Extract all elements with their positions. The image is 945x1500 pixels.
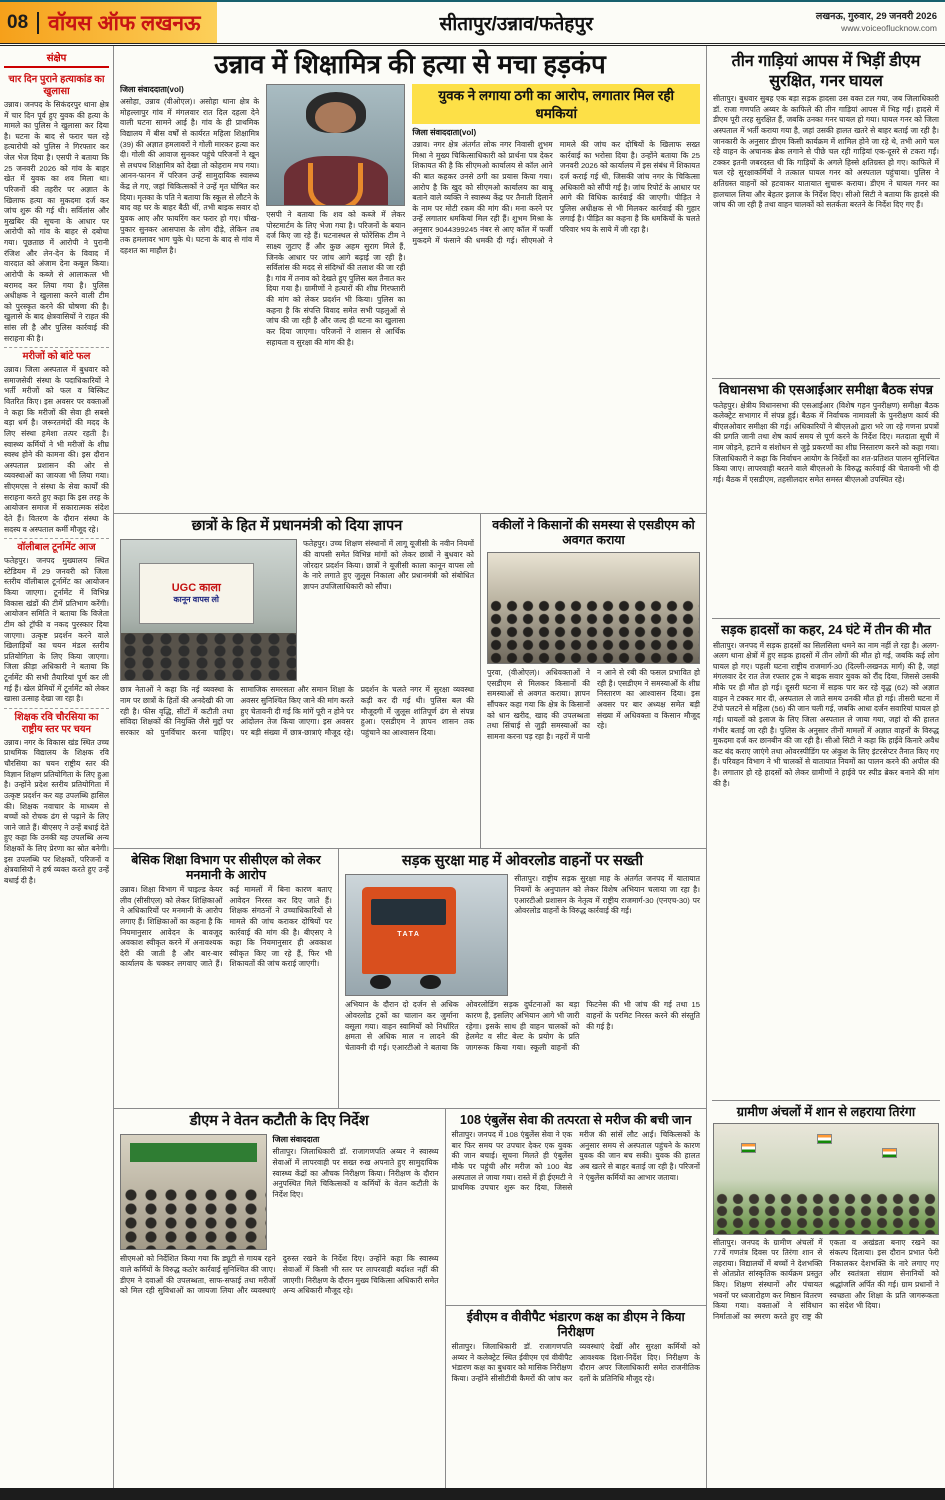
brief-body: उन्नाव। नगर के विकास खंड स्थित उच्च प्राथमिक विद्यालय के शिक्षक रवि चौरसिया का चयन राष्ट्रीय स्तर की विज्ञान शिक्षण प्रतियोगिता के लिए हुआ है। उन्होंने प्रदेश स्तरीय प्रतियोगिता में उत्कृष्ट प्रदर्शन कर यह उपलब्धि हासिल की। शिक्षक नवाचार के माध्यम से बच्चों को रोचक ढंग से पढ़ाने के लिए जाने जाते हैं। बीएसए ने उन्हें बधाई देते हुए कहा कि उनकी यह उपलब्धि अन्य शिक्षकों के लिए प्रेरणा का स्रोत बनेगी। इस उपलब्धि पर शिक्षकों, परिजनों व क्षेत्रवासियों ने हर्ष व्यक्त करते हुए उन्हें बधाई दी है।	[4, 737, 109, 885]
brief-headline: वॉलीबाल टूर्नामेंट आज	[17, 542, 96, 554]
murder-article-columns	[120, 84, 700, 505]
masthead-brand	[0, 2, 217, 43]
dm-salary-body-1: सीतापुर। जिलाधिकारी डॉ. राजागणपति अय्यर ने स्वास्थ्य सेवाओं में लापरवाही पर सख्त रुख अपनाते हुए सामुदायिक स्वास्थ्य केंद्रों का औचक निरीक्षण किया। निरीक्षण के दौरान अनुपस्थित मिले चिकित्सकों व कर्मियों के वेतन कटौती के निर्देश दिए।	[272, 1147, 439, 1199]
dm-salary-headline: डीएम ने वेतन कटौती के दिए निर्देश	[189, 1113, 369, 1129]
banner-text-line-1: UGC काला	[171, 582, 221, 595]
murder-col-2	[266, 84, 405, 505]
article-tricolor-villages	[712, 1101, 940, 1485]
protest-banner	[139, 563, 255, 625]
sir-meeting-headline: विधानसभा की एसआईआर समीक्षा बैठक संपन्न	[719, 382, 933, 397]
truck-wheel-shape	[370, 975, 391, 989]
brief-article-murder-solved	[4, 71, 109, 348]
brief-headline: चार दिन पुराने हत्याकांड का खुलासा	[8, 74, 105, 97]
rally-crowd-silhouette	[714, 1192, 938, 1234]
byline: जिला संवाददाता(vol)	[120, 85, 184, 95]
briefs-column	[0, 46, 114, 1488]
right-column	[707, 46, 945, 1488]
brief-body: फतेहपुर। जनपद मुख्यालय स्थित स्टेडियम में 29 जनवरी को जिला स्तरीय वॉलीबाल टूर्नामेंट का आयोजन किया जाएगा। टूर्नामेंट में विभिन्न विकास खंडों की टीमें प्रतिभाग करेंगी। आयोजन समिति ने बताया कि विजेता टीम को ट्रॉफी व नकद पुरस्कार दिया जाएगा। उत्कृष्ट प्रदर्शन करने वाले खिलाड़ियों का चयन मंडल स्तरीय प्रतियोगिता के लिए किया जाएगा। जिला क्रीड़ा अधिकारी ने बताया कि टूर्नामेंट की सभी तैयारियां पूर्ण कर ली गई हैं। खेल प्रेमियों में टूर्नामेंट को लेकर खासा उत्साह देखा जा रहा है।	[4, 556, 109, 704]
truck-cab-shape	[362, 887, 456, 973]
green-banner-shape	[130, 1143, 257, 1161]
portrait-garland-shape	[308, 163, 363, 206]
people-silhouette	[121, 1187, 266, 1250]
portrait-face-shape	[315, 102, 356, 133]
page-content	[0, 46, 945, 1488]
audience-heads-shape	[488, 599, 699, 663]
byline: जिला संवाददाता	[272, 1135, 320, 1145]
ccl-body: उन्नाव। शिक्षा विभाग में चाइल्ड केयर लीव (सीसीएल) को लेकर शिक्षिकाओं ने अधिकारियों पर मनमानी के आरोप लगाए हैं। शिक्षिकाओं का कहना है कि नियमानुसार आवेदन के बावजूद अवकाश स्वीकृत करने में अनावश्यक देरी की जाती है और बार-बार कार्यालय के चक्कर लगवाए जाते हैं। कई मामलों में बिना कारण बताए आवेदन निरस्त कर दिए जाते हैं। शिक्षक संगठनों ने उच्चाधिकारियों से मामले की जांच कराकर दोषियों पर कार्रवाई की मांग की है। बीएसए ने कहा कि नियमानुसार ही अवकाश स्वीकृत किए जा रहे हैं, फिर भी शिकायतों की जांच कराई जाएगी।	[120, 885, 332, 969]
article-road-safety-month	[339, 849, 706, 1108]
meeting-hall-photo	[487, 552, 700, 664]
murder-body-3: उन्नाव। नगर क्षेत्र अंतर्गत लोक नगर निवासी शुभम मिश्रा ने मुख्य चिकित्साधिकारी को प्रार्थना पत्र देकर शिकायत की है कि सीएमओ कार्यालय से कॉल आने की बात कहकर उनसे ठगी का प्रयास किया गया। आरोप है कि खुद को सीएमओ कार्यालय का बाबू बताने वाले व्यक्ति ने स्वास्थ्य केंद्र पर तैनाती दिलाने के नाम पर मोटी रकम की मांग की। मना करने पर उन्हें लगातार धमकियां मिल रही हैं। शुभम मिश्रा के अनुसार 9044399245 नंबर से आए कॉल में फर्जी मुकदमे में फंसाने की धमकी दी गई। सीएमओ ने मामले की जांच कर दोषियों के खिलाफ सख्त कार्रवाई का भरोसा दिया है। उन्होंने बताया कि 25 जनवरी 2026 को कार्यालय में इस संबंध में शिकायत दर्ज कराई गई थी, जिसकी जांच नगर के चिकित्सा अधिकारी को सौंपी गई है। जांच रिपोर्ट के आधार पर आगे की विधिक कार्रवाई की जाएगी। पीड़ित ने पुलिस अधीक्षक से भी मिलकर कार्रवाई की गुहार लगाई है। पीड़ित का कहना है कि धमकियों के चलते परिवार भय के साये में जी रहा है।	[412, 140, 700, 245]
masthead	[0, 2, 945, 46]
dm-salary-text-block	[273, 1134, 439, 1250]
page-number: 08	[7, 12, 39, 34]
road-safety-headline: सड़क सुरक्षा माह में ओवरलोड वाहनों पर सख्ती	[401, 853, 644, 869]
overloaded-truck-photo	[345, 874, 508, 996]
brief-headline: मरीजों को बांटे फल	[22, 351, 91, 363]
memorandum-photo-row	[120, 539, 474, 681]
ambulance-body: सीतापुर। जनपद में 108 एंबुलेंस सेवा ने एक बार फिर समय पर उपचार देकर एक युवक की जान बचाई। सूचना मिलते ही एंबुलेंस मौके पर पहुंची और मरीज को 100 बेड अस्पताल ले जाया गया। रास्ते में ही ईएमटी ने प्राथमिक उपचार शुरू कर दिया, जिससे मरीज की सांसें लौट आईं। चिकित्सकों के अनुसार समय से अस्पताल पहुंचने के कारण युवक की जान बच सकी। युवक की हालत अब खतरे से बाहर बताई जा रही है। परिजनों ने एंबुलेंस कर्मियों का आभार जताया।	[451, 1130, 700, 1193]
road-safety-body-2: अभियान के दौरान दो दर्जन से अधिक ओवरलोड ट्रकों का चालान कर जुर्माना वसूला गया। वाहन स्वामियों को निर्धारित क्षमता से अधिक माल न लादने की चेतावनी दी गई। एआरटीओ ने बताया कि ओवरलोडिंग सड़क दुर्घटनाओं का बड़ा कारण है, इसलिए अभियान आगे भी जारी रहेगा। इसके साथ ही वाहन चालकों को हेलमेट व सीट बेल्ट के प्रयोग के प्रति जागरूक किया गया। स्कूली वाहनों की फिटनेस की भी जांच की गई तथा 15 वाहनों के परमिट निरस्त करने की संस्तुति की गई है।	[344, 1000, 700, 1052]
indian-flag-shape	[882, 1148, 897, 1158]
dm-inspection-photo	[120, 1134, 267, 1250]
indian-flag-shape	[817, 1134, 832, 1144]
paper-name: वॉयस ऑफ लखनऊ	[48, 11, 201, 35]
truck-windshield-shape	[371, 899, 446, 925]
murder-body-2: एसपी ने बताया कि शव को कब्जे में लेकर पोस्टमार्टम के लिए भेजा गया है। परिजनों के बयान दर्ज किए जा रहे हैं। घटनास्थल से फोरेंसिक टीम ने साक्ष्य जुटाए हैं और कुछ अहम सुराग मिले हैं, जिनके आधार पर जांच आगे बढ़ाई जा रही है। सर्विलांस की मदद से संदिग्धों की तलाश की जा रही है। गांव में तनाव को देखते हुए पुलिस बल तैनात कर दिया गया है। ग्रामीणों ने हत्यारों की शीघ्र गिरफ्तारी की मांग को लेकर प्रदर्शन भी किया। पुलिस का कहना है कि संपत्ति विवाद समेत सभी पहलुओं से जांच की जा रही है और जल्द ही घटना का खुलासा कर दिया जाएगा। परिजनों ने शासन से आर्थिक सहायता व सुरक्षा की मांग की है।	[266, 210, 406, 347]
murder-col-3-4	[412, 84, 700, 505]
article-shikshamitra-murder	[114, 46, 706, 514]
tricolor-headline: ग्रामीण अंचलों में शान से लहराया तिरंगा	[736, 1104, 916, 1119]
brief-article-teacher-selection	[4, 709, 109, 890]
memorandum-headline: छात्रों के हित में प्रधानमंत्री को दिया ज्ञापन	[191, 518, 403, 534]
banner-text-line-2: कानून वापस लो	[173, 594, 219, 604]
accidents-headline: सड़क हादसों का कहर, 24 घंटे में तीन की मौत	[721, 622, 931, 637]
masthead-dateline	[816, 11, 945, 34]
victim-portrait-photo	[266, 84, 405, 206]
brief-body: उन्नाव। जिला अस्पताल में बुधवार को समाजसेवी संस्था के पदाधिकारियों ने भर्ती मरीजों को फल व बिस्किट वितरित किए। इस अवसर पर वक्ताओं ने कहा कि मरीजों की सेवा ही सबसे बड़ा धर्म है। जरूरतमंदों की मदद के लिए संस्था हमेशा तत्पर रहती है। स्वास्थ्य कर्मियों ने भी मरीजों के शीघ्र स्वस्थ होने की कामना की। इस दौरान अस्पताल प्रशासन की ओर से व्यवस्थाओं का जायजा भी लिया गया। सीएमएस ने संस्था के सेवा कार्यों की सराहना करते हुए कहा कि इस तरह के आयोजन समाज में सकारात्मक संदेश देते हैं। वितरण के दौरान संस्था के सदस्य व अस्पताल कर्मी मौजूद रहे।	[4, 365, 109, 534]
brief-headline: शिक्षक रवि चौरसिया का राष्ट्रीय स्तर पर चयन	[14, 711, 99, 735]
main-headline: उन्नाव में शिक्षामित्र की हत्या से मचा हड़कंप	[214, 49, 606, 79]
byline: जिला संवाददाता(vol)	[412, 128, 477, 138]
edition-title: सीतापुर/उन्नाव/फतेहपुर	[439, 13, 593, 35]
murder-body-1: असोहा, उन्नाव (वीओएल)। असोहा थाना क्षेत्र के मोहल्लापुर गांव में मंगलवार रात दिल दहला देने वाली घटना सामने आई है। गांव के ही प्राथमिक विद्यालय में बीस वर्षों से कार्यरत महिला शिक्षामित्र (39) की अज्ञात हमलावरों ने गोली मारकर हत्या कर दी। गोली की आवाज सुनकर पहुंचे परिजनों ने खून से लथपथ शिक्षामित्र को देखा तो कोहराम मच गया। आनन-फानन में परिजन उन्हें सामुदायिक स्वास्थ्य केंद्र ले गए, जहां चिकित्सकों ने उन्हें मृत घोषित कर दिया। मृतका के पति ने बताया कि स्कूल से लौटने के बाद वह घर के बाहर बैठी थीं, तभी बाइक सवार दो युवक आए और फायरिंग कर फरार हो गए। चीख-पुकार सुनकर आसपास के लोग दौड़े, लेकिन तब तक हमलावर भाग चुके थे। घटना के बाद से गांव में दहशत का माहौल है।	[120, 97, 260, 255]
article-lawyers-sdm	[481, 514, 706, 848]
truck-wheel-shape	[420, 975, 441, 989]
website-link[interactable]: www.voiceoflucknow.com	[841, 23, 937, 34]
crowd-silhouette	[121, 633, 296, 681]
ccl-headline: बेसिक शिक्षा विभाग पर सीसीएल को लेकर मनमानी के आरोप	[131, 853, 321, 882]
accidents-body: सीतापुर। जनपद में सड़क हादसों का सिलसिला थमने का नाम नहीं ले रहा है। अलग-अलग थाना क्षेत्रों में हुए सड़क हादसों में तीन लोगों की मौत हो गई, जबकि कई लोग घायल हो गए। पहली घटना राष्ट्रीय राजमार्ग-30 (दिल्ली-लखनऊ मार्ग) की है, जहां मंगलवार देर रात तेज रफ्तार ट्रक ने बाइक सवार युवक को रौंद दिया, जिससे उसकी मौके पर ही मौत हो गई। दूसरी घटना में सड़क पार कर रहे वृद्ध (62) को अज्ञात वाहन ने टक्कर मार दी, अस्पताल ले जाते समय उनकी मौत हो गई। तीसरी घटना में टेंपो पलटने से महिला (56) की जान चली गई, जबकि आधा दर्जन सवारियां घायल हो गईं। घायलों को इलाज के लिए जिला अस्पताल ले जाया गया, जहां दो की हालत गंभीर बताई जा रही है। पुलिस के अनुसार तीनों मामलों में अज्ञात वाहनों के विरुद्ध मुकदमा दर्ज कर छानबीन की जा रही है। सीओ सिटी ने कहा कि हाईवे किनारे अवैध कट बंद कराए जाएंगे तथा ओवरस्पीडिंग पर अंकुश के लिए इंटरसेप्टर तैनात किए गए हैं। परिवहन विभाग ने भी चालकों से यातायात नियमों का पालन करने की अपील की है। लगातार हो रहे हादसों को लेकर ग्रामीणों ने हाईवे पर स्पीड ब्रेकर बनाने की मांग की है।	[713, 640, 939, 788]
collision-body: सीतापुर। बुधवार सुबह एक बड़ा सड़क हादसा उस वक्त टल गया, जब जिलाधिकारी डॉ. राजा गणपति अय्यर के काफिले की तीन गाड़ियां आपस में भिड़ गईं। हादसे में डीएम पूरी तरह सुरक्षित हैं, जबकि उनका गनर घायल हो गया। घायल गनर को जिला अस्पताल में भर्ती कराया गया है, जहां उसकी हालत खतरे से बाहर बताई जा रही है। जानकारी के अनुसार डीएम किसी कार्यक्रम में शामिल होने जा रहे थे, तभी आगे चल रहे वाहन के अचानक ब्रेक लगाने से पीछे चल रही गाड़ियां एक-दूसरे से टकरा गईं। टक्कर इतनी जबरदस्त थी कि गाड़ियों के अगले हिस्से क्षतिग्रस्त हो गए। काफिले में चल रहे सुरक्षाकर्मियों ने तत्काल घायल गनर को अस्पताल पहुंचाया। पुलिस ने क्षतिग्रस्त वाहनों को हटवाकर यातायात सुचारू कराया। डीएम ने घायल गनर का हालचाल लिया और बेहतर इलाज के निर्देश दिए। सीओ सिटी ने बताया कि हादसे की जांच की जा रही है तथा वाहन चालकों को सतर्कता बरतने के निर्देश दिए गए हैं।	[713, 94, 939, 210]
murder-col-1	[120, 84, 259, 505]
ambulance-headline: 108 एंबुलेंस सेवा की तत्परता से मरीज की बची जान	[460, 1113, 692, 1127]
footer-bar	[0, 1488, 945, 1500]
briefs-section-title: संक्षेप	[4, 49, 109, 68]
center-row-4-stack	[446, 1109, 706, 1488]
date-line: लखनऊ, गुरुवार, 29 जनवरी 2026	[815, 11, 937, 23]
center-row-4	[114, 1109, 706, 1488]
road-safety-photo-row	[345, 874, 700, 996]
sir-meeting-body: फतेहपुर। क्षेत्रीय विधानसभा की एसआईआर (विशेष गहन पुनरीक्षण) समीक्षा बैठक कलेक्ट्रेट सभागार में संपन्न हुई। बैठक में निर्वाचक नामावली के पुनरीक्षण कार्य की बीएलओवार समीक्षा की गई। अधिकारियों ने बीएलओ द्वारा भरे जा रहे गणना प्रपत्रों की प्रगति जानी तथा शेष कार्य समय से पूर्ण करने के निर्देश दिए। मतदाता सूची में नाम जोड़ने, हटाने व संशोधन से जुड़े प्रकरणों का शीघ्र निस्तारण करने को कहा गया। जिलाधिकारी ने कहा कि निर्वाचन आयोग के निर्देशों का शत-प्रतिशत पालन सुनिश्चित किया जाए। लापरवाही बरतने वाले बीएलओ के विरुद्ध कार्रवाई की चेतावनी भी दी गई। बैठक में एसडीएम, तहसीलदार समेत समस्त बीएलओ उपस्थित रहे।	[713, 400, 939, 484]
article-road-accidents	[712, 619, 940, 1101]
brief-body: उन्नाव। जनपद के सिकंदरपुर थाना क्षेत्र में चार दिन पूर्व हुए युवक की हत्या के मामले का पुलिस ने खुलासा कर दिया है। घटना के बाद से फरार चल रहे हत्यारोपी को पुलिस ने गिरफ्तार कर जेल भेज दिया है। एसपी ने बताया कि 25 जनवरी 2026 को गांव के बाहर खेत में युवक का शव मिला था। परिजनों की तहरीर पर अज्ञात के खिलाफ हत्या का मुकदमा दर्ज कर जांच शुरू की गई थी। सर्विलांस और मुखबिर की सूचना के आधार पर आरोपी को गांव के बाहर से दबोचा गया। पूछताछ में आरोपी ने पुरानी रंजिश और लेन-देन के विवाद में वारदात को अंजाम देना कबूल किया। आरोपी के कब्जे से आलाकत्ल भी बरामद कर लिया गया है। पुलिस अधीक्षक ने खुलासा करने वाली टीम को पुरस्कृत करने की घोषणा की है। खुलासे के बाद क्षेत्रवासियों ने राहत की सांस ली है और पुलिस कार्रवाई की सराहना की है।	[4, 99, 109, 343]
memorandum-body-2: छात्र नेताओं ने कहा कि नई व्यवस्था के नाम पर छात्रों के हितों की अनदेखी की जा रही है। फीस वृद्धि, सीटों में कटौती तथा संविदा शिक्षकों की नियुक्ति जैसे मुद्दों पर सरकार को पुनर्विचार करना चाहिए। सामाजिक समरसता और समान शिक्षा के अवसर सुनिश्चित किए जाने की मांग करते हुए चेतावनी दी गई कि मांगें पूरी न होने पर आंदोलन तेज किया जाएगा। इस अवसर पर बड़ी संख्या में छात्र-छात्राएं मौजूद रहे। प्रदर्शन के चलते नगर में सुरक्षा व्यवस्था कड़ी कर दी गई थी। पुलिस बल की मौजूदगी में जुलूस शांतिपूर्ण ढंग से संपन्न हुआ। एसडीएम ने ज्ञापन शासन तक पहुंचाने का आश्वासन दिया।	[120, 685, 475, 737]
evm-body: सीतापुर। जिलाधिकारी डॉ. राजागणपति अय्यर ने कलेक्ट्रेट स्थित ईवीएम एवं वीवीपैट भंडारण कक्ष का बुधवार को मासिक निरीक्षण किया। उन्होंने सीसीटीवी कैमरों की जांच कर व्यवस्थाएं देखीं और सुरक्षा कर्मियों को आवश्यक दिशा-निर्देश दिए। निरीक्षण के दौरान अपर जिलाधिकारी समेत राजनीतिक दलों के प्रतिनिधि मौजूद रहे।	[451, 1342, 700, 1383]
tricolor-body: सीतापुर। जनपद के ग्रामीण अंचलों में 77वें गणतंत्र दिवस पर तिरंगा शान से लहराया। विद्यालयों में बच्चों ने देशभक्ति से ओतप्रोत सांस्कृतिक कार्यक्रम प्रस्तुत किए। शिक्षण संस्थानों और पंचायत भवनों पर ध्वजारोहण कर मिष्ठान वितरण किया गया। वक्ताओं ने संविधान निर्माताओं का स्मरण करते हुए राष्ट्र की एकता व अखंडता बनाए रखने का संकल्प दिलाया। इस दौरान प्रभात फेरी निकालकर देशभक्ति के नारे लगाए गए और स्वतंत्रता संग्राम सेनानियों को श्रद्धांजलि अर्पित की गई। ग्राम प्रधानों ने स्वच्छता और शिक्षा के प्रति जागरूकता का संदेश भी दिया।	[713, 1237, 939, 1321]
memorandum-body-1: फतेहपुर। उच्च शिक्षण संस्थानों में लागू यूजीसी के नवीन नियमों की वापसी समेत विभिन्न मांगों को लेकर छात्रों ने बुधवार को जोरदार प्रदर्शन किया। छात्रों ने यूजीसी काला कानून वापस लो के नारे लगाते हुए जुलूस निकाला और प्रधानमंत्री को संबोधित ज्ञापन उपजिलाधिकारी को सौंपा।	[303, 539, 475, 591]
tricolor-rally-photo	[713, 1123, 939, 1235]
protest-march-photo	[120, 539, 297, 681]
center-row-3	[114, 849, 706, 1109]
article-dm-salary-cut	[114, 1109, 446, 1488]
indian-flag-shape	[741, 1143, 756, 1153]
truck-brand-text: TATA	[397, 930, 421, 938]
collision-headline: तीन गाड़ियां आपस में भिड़ीं डीएम सुरक्षित, गनर घायल	[731, 53, 921, 90]
lawyers-body: पुरवा, (वीओएल)। अधिवक्ताओं ने एसडीएम से मिलकर किसानों की समस्याओं से अवगत कराया। ज्ञापन सौंपकर कहा गया कि क्षेत्र के किसानों को धान खरीद, खाद की उपलब्धता तथा सिंचाई से जुड़ी समस्याओं का सामना करना पड़ रहा है। नहरों में पानी न आने से रबी की फसल प्रभावित हो रही है। एसडीएम ने समस्याओं के शीघ्र निस्तारण का आश्वासन दिया। इस अवसर पर बार अध्यक्ष समेत बड़ी संख्या में अधिवक्ता व किसान मौजूद रहे।	[487, 668, 700, 741]
center-column	[114, 46, 707, 1488]
dm-salary-body-2: सीएमओ को निर्देशित किया गया कि ड्यूटी से गायब रहने वाले कर्मियों के विरुद्ध कठोर कार्रवाई सुनिश्चित की जाए। डीएम ने दवाओं की उपलब्धता, साफ-सफाई तथा मरीजों को मिल रही सुविधाओं का जायजा लिया और व्यवस्थाएं दुरुस्त रखने के निर्देश दिए। उन्होंने कहा कि स्वास्थ्य सेवाओं में किसी भी स्तर पर लापरवाही बर्दाश्त नहीं की जाएगी। निरीक्षण के दौरान मुख्य चिकित्सा अधिकारी समेत अन्य अधिकारी मौजूद रहे।	[120, 1254, 439, 1296]
article-dm-convoy-collision	[712, 49, 940, 379]
brief-article-fruit-distribution	[4, 348, 109, 539]
dm-photo-row	[120, 1134, 439, 1250]
article-evm-inspection	[446, 1306, 706, 1488]
article-memorandum-to-pm	[114, 514, 481, 848]
main-subhead: युवक ने लगाया ठगी का आरोप, लगातार मिल रही धमकियां	[412, 84, 700, 124]
article-ccl-complaint	[114, 849, 339, 1108]
article-sir-review-meeting	[712, 379, 940, 619]
brief-article-volleyball	[4, 539, 109, 709]
evm-headline: ईवीएम व वीवीपैट भंडारण कक्ष का डीएम ने किया निरीक्षण	[466, 1310, 685, 1340]
article-108-ambulance	[446, 1109, 706, 1306]
center-row-2	[114, 514, 706, 849]
lawyers-headline: वकीलों ने किसानों की समस्या से एसडीएम को अवगत कराया	[492, 518, 695, 547]
road-safety-body-1: सीतापुर। राष्ट्रीय सड़क सुरक्षा माह के अंतर्गत जनपद में यातायात नियमों के अनुपालन को लेकर विशेष अभियान चलाया जा रहा है। एआरटीओ प्रशासन के नेतृत्व में राष्ट्रीय राजमार्ग-30 (एनएच-30) पर ओवरलोड वाहनों के विरुद्ध कार्रवाई की गई।	[514, 874, 700, 916]
